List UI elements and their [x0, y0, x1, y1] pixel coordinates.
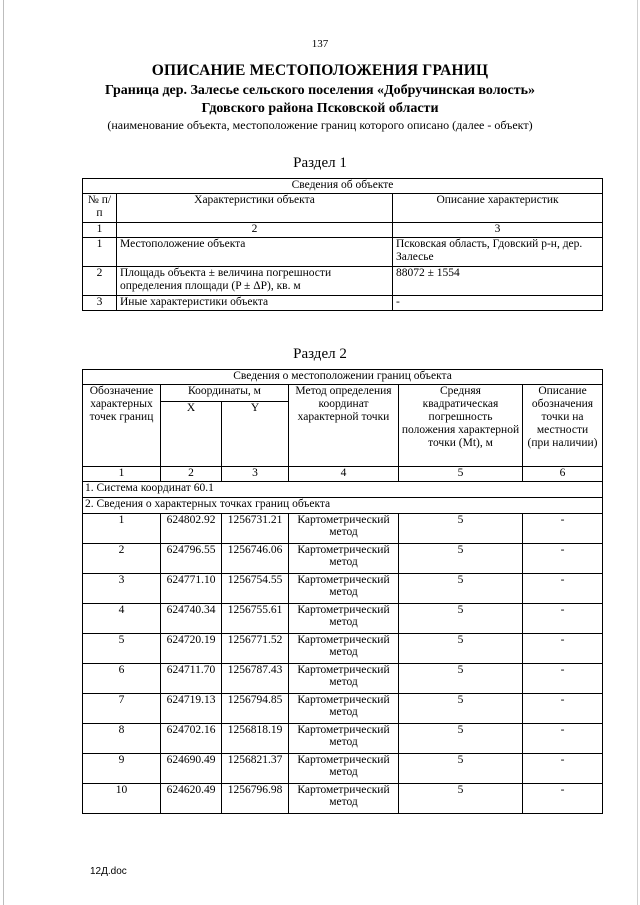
col-num: 4 [289, 467, 399, 482]
table-title-row [83, 179, 603, 194]
coord-y: 1256754.55 [222, 574, 289, 604]
row-characteristic: Площадь объекта ± величина погрешности определения площади (P ± ΔP), кв. м [117, 267, 393, 296]
method: Картометрический метод [289, 514, 399, 544]
coord-y: 1256746.06 [222, 544, 289, 574]
point-description: - [523, 634, 603, 664]
point-number: 9 [83, 754, 161, 784]
row-description: - [393, 296, 603, 311]
error: 5 [399, 634, 523, 664]
col-num: 6 [523, 467, 603, 482]
header-description: Описание характеристик [393, 194, 603, 223]
row-num: 3 [83, 296, 117, 311]
method: Картометрический метод [289, 754, 399, 784]
col-num: 2 [161, 467, 222, 482]
coord-y: 1256818.19 [222, 724, 289, 754]
method: Картометрический метод [289, 634, 399, 664]
point-number: 8 [83, 724, 161, 754]
coord-y: 1256821.37 [222, 754, 289, 784]
point-description: - [523, 724, 603, 754]
page-number: 137 [311, 38, 329, 50]
coord-y: 1256755.61 [222, 604, 289, 634]
table-row [83, 296, 603, 311]
header-coordinates: Координаты, м [161, 385, 289, 402]
point-number: 4 [83, 604, 161, 634]
header-num: № п/п [83, 194, 117, 223]
points-body [83, 514, 603, 814]
header-point-description: Описание обозначения точки на местности (при наличии) [523, 385, 603, 467]
error: 5 [399, 514, 523, 544]
coord-x: 624796.55 [161, 544, 222, 574]
error: 5 [399, 694, 523, 724]
boundary-points-table [82, 369, 603, 814]
method: Картометрический метод [289, 664, 399, 694]
coord-x: 624802.92 [161, 514, 222, 544]
row-num: 1 [83, 238, 117, 267]
table-title: Сведения об объекте [83, 179, 603, 194]
error: 5 [399, 784, 523, 814]
table-row [83, 634, 603, 664]
point-description: - [523, 754, 603, 784]
point-description: - [523, 574, 603, 604]
method: Картометрический метод [289, 544, 399, 574]
col-num: 2 [117, 223, 393, 238]
col-num: 5 [399, 467, 523, 482]
table-header-row [83, 385, 603, 402]
page-edge-right [637, 0, 638, 905]
table-row [83, 784, 603, 814]
table-row [83, 574, 603, 604]
coord-x: 624740.34 [161, 604, 222, 634]
table-row [83, 514, 603, 544]
object-info-table [82, 178, 603, 311]
table-header-row [83, 194, 603, 223]
header-x: X [161, 402, 222, 467]
document-title: ОПИСАНИЕ МЕСТОПОЛОЖЕНИЯ ГРАНИЦ [151, 62, 489, 79]
error: 5 [399, 724, 523, 754]
coordinate-system-row [83, 482, 603, 498]
page-edge-left [3, 0, 4, 905]
coord-x: 624690.49 [161, 754, 222, 784]
col-num: 1 [83, 467, 161, 482]
error: 5 [399, 604, 523, 634]
table-row [83, 694, 603, 724]
coord-y: 1256771.52 [222, 634, 289, 664]
col-num: 1 [83, 223, 117, 238]
method: Картометрический метод [289, 784, 399, 814]
section-2-label: Раздел 2 [293, 346, 347, 362]
point-description: - [523, 514, 603, 544]
coord-x: 624720.19 [161, 634, 222, 664]
error: 5 [399, 544, 523, 574]
header-error: Средняя квадратическая погрешность положения характерной точки (Mt), м [399, 385, 523, 467]
row-characteristic: Местоположение объекта [117, 238, 393, 267]
col-num: 3 [393, 223, 603, 238]
row-description: 88072 ± 1554 [393, 267, 603, 296]
point-description: - [523, 694, 603, 724]
table-row [83, 724, 603, 754]
method: Картометрический метод [289, 574, 399, 604]
point-number: 6 [83, 664, 161, 694]
point-number: 5 [83, 634, 161, 664]
point-number: 1 [83, 514, 161, 544]
object-name-line2: Гдовского района Псковской области [201, 101, 439, 116]
method: Картометрический метод [289, 604, 399, 634]
row-description: Псковская область, Гдовский р-н, дер. Залесье [393, 238, 603, 267]
table-title-row [83, 370, 603, 385]
row-num: 2 [83, 267, 117, 296]
col-num: 3 [222, 467, 289, 482]
section-1-label: Раздел 1 [293, 155, 347, 171]
points-title: 2. Сведения о характерных точках границ объекта [83, 498, 603, 514]
point-description: - [523, 784, 603, 814]
column-number-row [83, 223, 603, 238]
table-row [83, 604, 603, 634]
method: Картометрический метод [289, 694, 399, 724]
point-number: 2 [83, 544, 161, 574]
error: 5 [399, 664, 523, 694]
point-description: - [523, 664, 603, 694]
table-row [83, 664, 603, 694]
column-number-row [83, 467, 603, 482]
points-title-row [83, 498, 603, 514]
point-number: 10 [83, 784, 161, 814]
file-name: 12Д.doc [90, 866, 127, 877]
table-row [83, 267, 603, 296]
table-row [83, 754, 603, 784]
point-description: - [523, 604, 603, 634]
row-characteristic: Иные характеристики объекта [117, 296, 393, 311]
table-title: Сведения о местоположении границ объекта [83, 370, 603, 385]
error: 5 [399, 754, 523, 784]
coord-y: 1256731.21 [222, 514, 289, 544]
method: Картометрический метод [289, 724, 399, 754]
coord-y: 1256796.98 [222, 784, 289, 814]
coord-x: 624711.70 [161, 664, 222, 694]
coord-y: 1256787.43 [222, 664, 289, 694]
error: 5 [399, 574, 523, 604]
object-name-note: (наименование объекта, местоположение границ которого описано (далее - объект) [107, 118, 533, 132]
table-row [83, 238, 603, 267]
coord-x: 624771.10 [161, 574, 222, 604]
header-characteristic: Характеристики объекта [117, 194, 393, 223]
point-description: - [523, 544, 603, 574]
header-method: Метод определения координат характерной точки [289, 385, 399, 467]
coord-x: 624620.49 [161, 784, 222, 814]
header-point: Обозначение характерных точек границ [83, 385, 161, 467]
coord-x: 624719.13 [161, 694, 222, 724]
point-number: 3 [83, 574, 161, 604]
header-y: Y [222, 402, 289, 467]
point-number: 7 [83, 694, 161, 724]
table-row [83, 544, 603, 574]
object-name-line1: Граница дер. Залесье сельского поселения «Добручинская волость» [104, 83, 536, 98]
coord-y: 1256794.85 [222, 694, 289, 724]
coord-x: 624702.16 [161, 724, 222, 754]
coordinate-system: 1. Система координат 60.1 [83, 482, 603, 498]
